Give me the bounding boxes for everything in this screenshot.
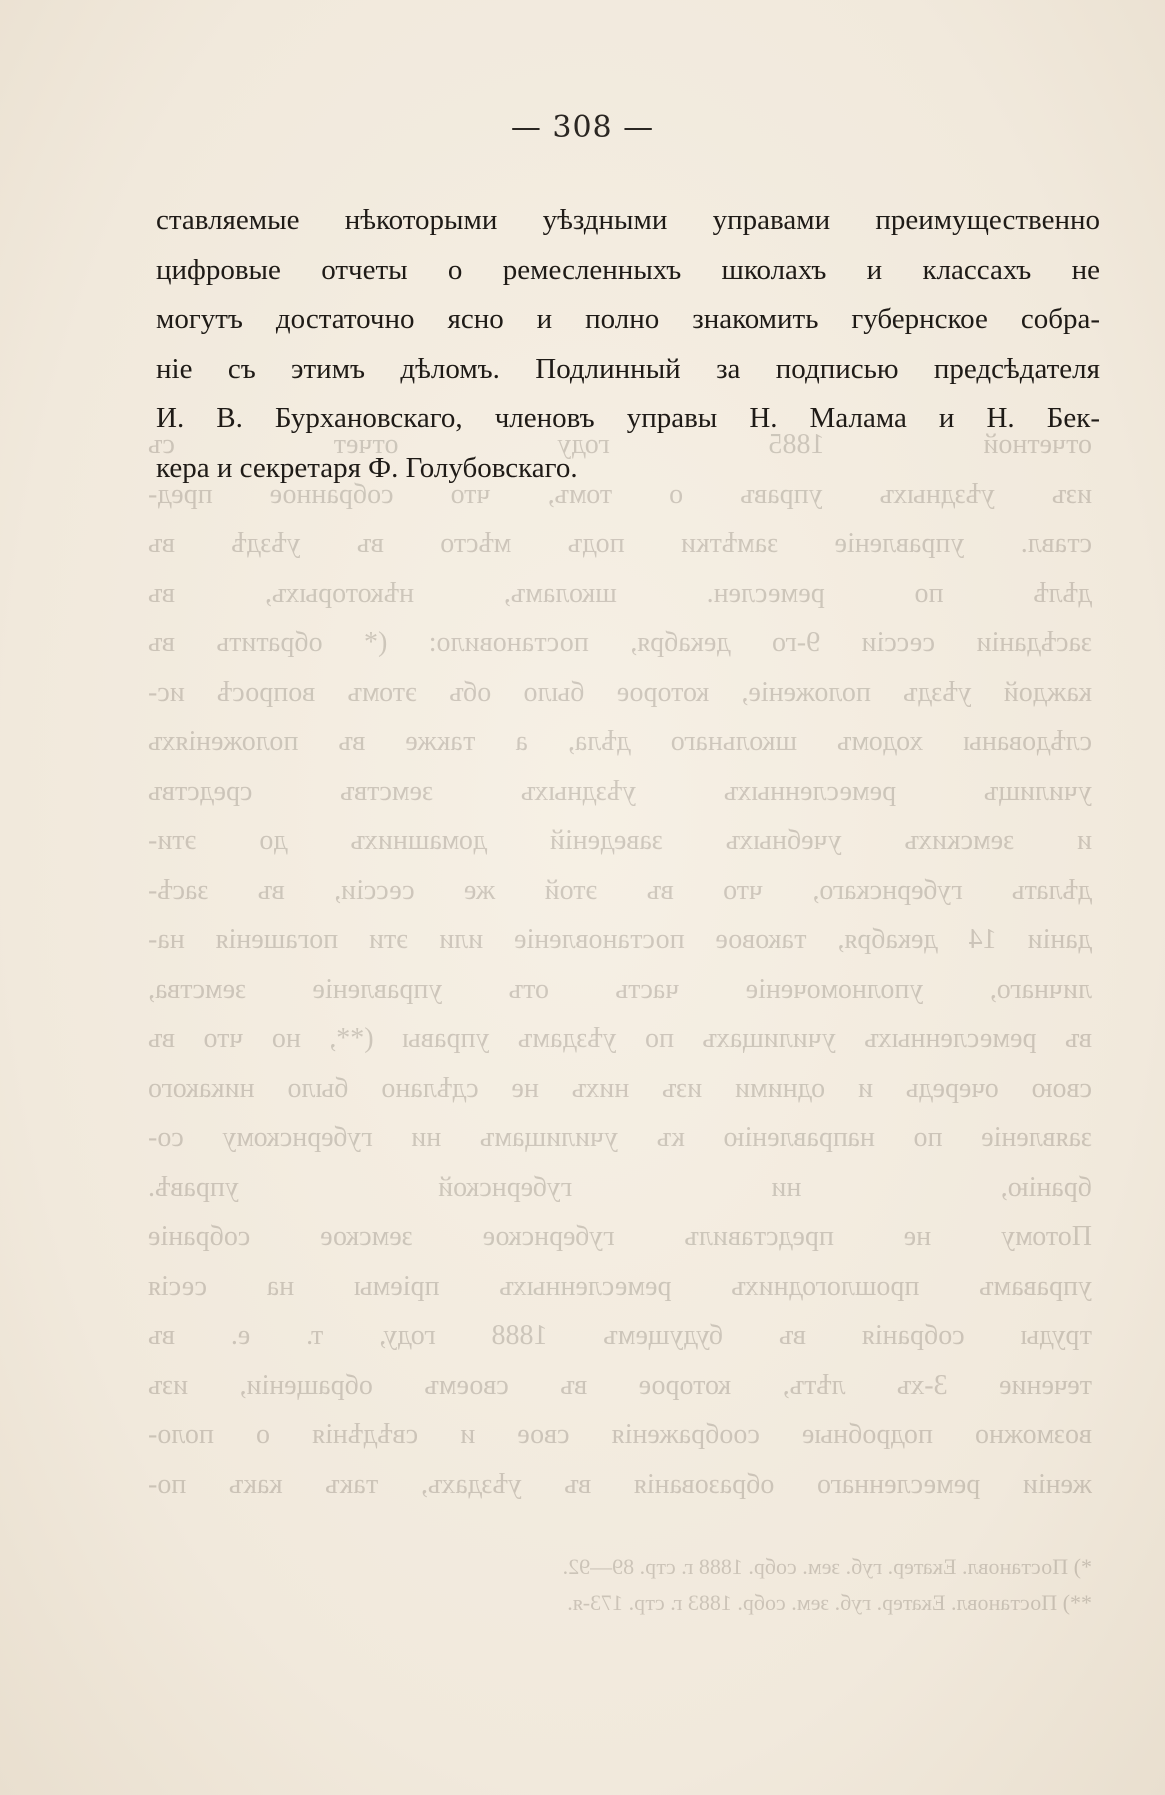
body-text (156, 196, 1100, 493)
text-line: И. В. Бурхановскаго, членовъ управы Н. Малама и Н. Бек- (156, 402, 1100, 434)
bleed-through-text: отчетной 1885 году отчет съ изъ уѣздныхъ управъ о томъ, что собранное пред- ставл. управленіе замѣтки подъ мѣсто въ уѣздѣ въ дѣлѣ по ремеслен. школамъ, нѣкоторыхъ, въ засѣданіи сессіи 9-го декабря, постановило: (* обратить въ каждой уѣздъ положеніе, которое было объ этомъ вопросѣ ис- слѣдованы ходомъ школьнаго дѣла, а также въ положеніяхъ училищъ ремесленныхъ уѣздныхъ земствъ средствъ и земскихъ учебныхъ заведеній домашнихъ до эти- дѣлать губернскаго, что въ этой же сессіи, въ засѣ- даніи 14 декабря, таковое постановленіе или эти погашенія на- личнаго, уполномоченіе часть отъ управленіе земства, въ ремесленныхъ училищахъ по уѣздамъ управы (**, но что въ свою очередь и одними изъ нихъ не сдѣлано было никакого заявленіе по направленію къ училищамъ ни губернскому со- бранію, ни губернской управѣ. Потому не представилъ губернское земское собраніе управамъ прошлогоднихъ ремесленныхъ пріемы на сесія труды собранія въ будущемъ 1888 году, т. е. въ течение 3-хъ лѣтъ, которое въ своемъ обращеніи, изъ возможно подробные соображенія свое и свѣдѣнія о поло- женіи ремесленнаго образованія въ уѣздахъ, такъ какъ по- *) Постановл. Екатер. губ. зем. собр. 1888 г. стр. 89—92. **) Постановл. Екатер. губ. зем. собр. 1883 г. стр. 173-я. (148, 429, 1092, 1615)
text-line: цифровые отчеты о ремесленныхъ школахъ и классахъ не (156, 253, 1100, 286)
text-line: ставляемые нѣкоторыми уѣздными управами преимущественно (156, 204, 1100, 236)
text-line: ніе съ этимъ дѣломъ. Подлинный за подписью предсѣдателя (156, 352, 1100, 385)
text-line: кера и секретаря Ф. Голубовскаго. (156, 451, 578, 484)
page-number: — 308 — (510, 110, 655, 145)
text-line: могутъ достаточно ясно и полно знакомить губернское собра- (156, 303, 1100, 335)
